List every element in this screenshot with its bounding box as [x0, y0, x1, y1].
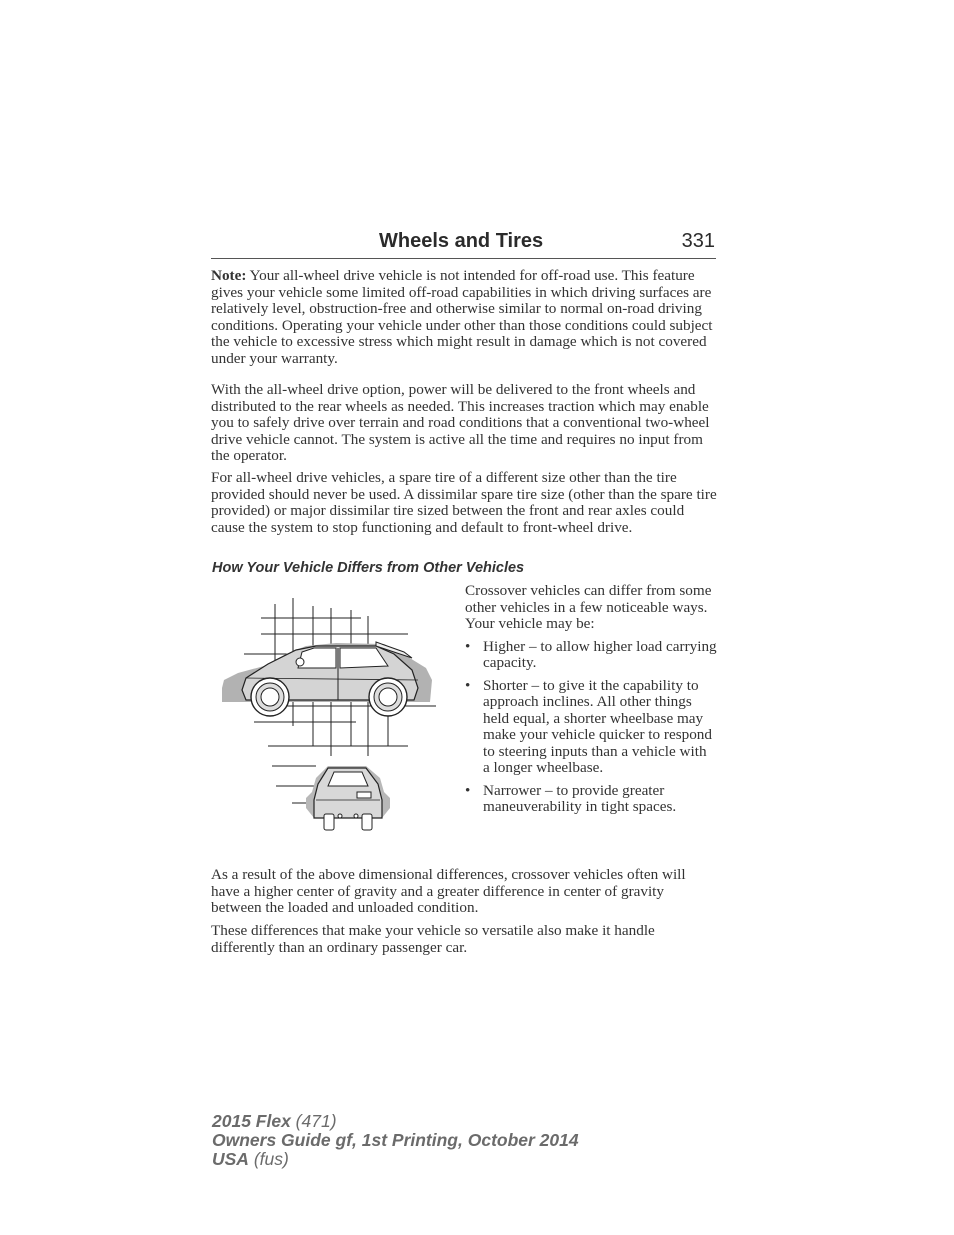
list-item [465, 783, 717, 816]
note-label: Note: [211, 267, 247, 284]
difference-list [465, 639, 717, 816]
note-text: Your all-wheel drive vehicle is not intended for off-road use. This feature gives your vehicle some limited off-road capabilities in which driving surfaces are relatively level, obstruction-free and otherwise similar to normal on-road driving conditions. Operating your vehicle under other than those conditions could subject the vehicle to excessive stress which might result in damage which is not covered under your warranty. [211, 267, 713, 367]
section-heading: How Your Vehicle Differs from Other Vehicles [212, 560, 525, 576]
rear-view-vehicle [306, 766, 390, 830]
list-item-text: Higher – to allow higher load carrying capacity. [483, 637, 717, 671]
footer-model-code: (471) [290, 1111, 337, 1131]
page-number: 331 [681, 230, 715, 252]
list-item-text: Shorter – to give it the capability to approach inclines. All other things held equal, a shorter wheelbase may make your vehicle quicker to respond to steering inputs than a vehicle with a longer wheelbase. [483, 676, 712, 776]
center-of-gravity-paragraph: As a result of the above dimensional differences, crossover vehicles often will have a higher center of gravity and a greater difference in center of gravity between the loaded and unloaded condition. [211, 866, 686, 916]
note-paragraph [211, 268, 717, 367]
spare-tire-paragraph: For all-wheel drive vehicles, a spare tire of a different size other than the tire provided should never be used. A dissimilar spare tire size (other than the spare tire provided) or major dissimilar tire sized between the front and rear axles could cause the system to stop functioning and default to front-wheel drive. [211, 469, 717, 536]
list-item [465, 678, 717, 777]
list-item [465, 639, 717, 672]
footer-guide-line: Owners Guide gf, 1st Printing, October 2014 [212, 1130, 579, 1150]
footer-region-code: (fus) [248, 1149, 289, 1169]
footer-model-line [212, 1112, 579, 1131]
section-intro: Crossover vehicles can differ from some other vehicles in a few noticeable ways. Your vehicle may be: [465, 582, 712, 632]
page-footer [212, 1112, 579, 1169]
side-view-vehicle [222, 642, 432, 716]
footer-region-line [212, 1150, 579, 1169]
crossover-vehicle-illustration [216, 596, 438, 832]
footer-region: USA [212, 1149, 249, 1169]
footer-model: 2015 Flex [212, 1111, 291, 1131]
bullet-icon: • [465, 781, 471, 799]
section-title: Wheels and Tires [379, 230, 544, 252]
handling-paragraph: These differences that make your vehicle so versatile also make it handle differently than an ordinary passenger car. [211, 922, 655, 956]
awd-option-paragraph: With the all-wheel drive option, power will be delivered to the front wheels and distributed to the rear wheels as needed. This increases traction which may enable you to safely drive over terrain and road conditions that a conventional two-wheel drive vehicle cannot. The system is active all the time and requires no input from the operator. [211, 381, 710, 464]
bullet-icon: • [465, 676, 471, 694]
bullet-icon: • [465, 637, 471, 655]
vehicle-differences-column [465, 583, 717, 822]
list-item-text: Narrower – to provide greater maneuverability in tight spaces. [483, 781, 677, 815]
page-header [211, 228, 716, 259]
